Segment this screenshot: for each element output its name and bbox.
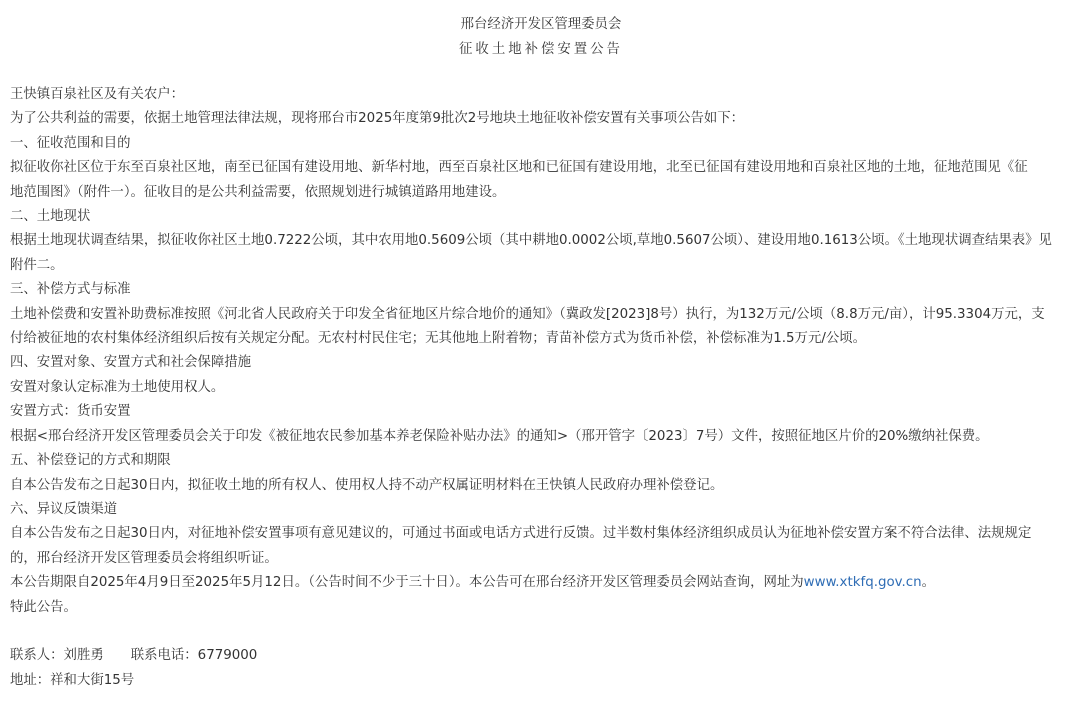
section-6-text-line-2: 的，邢台经济开发区管理委员会将组织听证。 [10, 550, 278, 566]
section-6-text-line-1: 自本公告发布之日起30日内，对征地补偿安置事项有意见建议的，可通过书面或电话方式进行反馈。过半数村集体经济组织成员认为征地补偿安置方案不符合法律、法规规定 [10, 526, 1032, 542]
section-3-heading: 三、补偿方式与标准 [10, 282, 131, 298]
section-4-text-line-3: 根据<邢台经济开发区管理委员会关于印发《被征地农民参加基本养老保险补贴办法》的通知>（邢开管字〔2023〕7号）文件，按照征地区片价的20%缴纳社保费。 [10, 428, 989, 444]
spacer [10, 620, 1072, 644]
section-2-text-line-1: 根据土地现状调查结果，拟征收你社区土地0.7222公顷，其中农用地0.5609公顷（其中耕地0.0002公顷,草地0.5607公顷）、建设用地0.1613公顷。《土地现状调查结果表》见 [10, 233, 1052, 249]
intro-paragraph: 为了公共利益的需要，依据土地管理法律法规，现将邢台市2025年度第9批次2号地块土地征收补偿安置有关事项公告如下： [10, 111, 745, 127]
announcement-title: 征收土地补偿安置公告 [459, 41, 623, 57]
section-3-text-line-1: 土地补偿费和安置补助费标准按照《河北省人民政府关于印发全省征地区片综合地价的通知》（冀政发[2023]8号）执行，为132万元/公顷（8.8万元/亩），计95.3304万元，支 [10, 306, 1045, 322]
announcement-body [10, 83, 1072, 693]
period-end: 。 [921, 575, 936, 591]
section-4-heading: 四、安置对象、安置方式和社会保障措施 [10, 355, 252, 371]
contact-line [10, 644, 1072, 668]
section-2-heading: 二、土地现状 [10, 209, 91, 225]
org-title: 邢台经济开发区管理委员会 [460, 17, 622, 32]
section-3-text-line-2: 付给被征地的农村集体经济组织后按有关规定分配。无农村村民住宅；无其他地上附着物；青苗补偿方式为货币补偿，补偿标准为1.5万元/公顷。 [10, 331, 867, 347]
section-1-text-line-2: 地范围图》（附件一）。征收目的是公共利益需要，依照规划进行城镇道路用地建设。 [10, 184, 506, 200]
section-6-heading: 六、异议反馈渠道 [10, 501, 118, 517]
section-2-text-line-2: 附件二。 [10, 257, 64, 273]
closing-text: 特此公告。 [10, 599, 77, 615]
period-text: 本公告期限自2025年4月9日至2025年5月12日。（公告时间不少于三十日）。本公告可在邢台经济开发区管理委员会网站查询，网址为 [10, 575, 804, 591]
section-5-heading: 五、补偿登记的方式和期限 [10, 453, 171, 469]
section-1-text-line-1: 拟征收你社区位于东至百泉社区地，南至已征国有建设用地、新华村地，西至百泉社区地和已征国有建设用地，北至已征国有建设用地和百泉社区地的土地，征地范围见《征 [10, 160, 1028, 176]
section-5-text-line-1: 自本公告发布之日起30日内，拟征收土地的所有权人、使用权人持不动产权属证明材料在王快镇人民政府办理补偿登记。 [10, 477, 724, 493]
contact-address: 地址：祥和大街15号 [10, 672, 135, 688]
website-link[interactable]: www.xtkfq.gov.cn [803, 575, 922, 591]
period-paragraph [10, 571, 1072, 595]
section-4-text-line-1: 安置对象认定标准为土地使用权人。 [10, 379, 225, 395]
section-1-heading: 一、征收范围和目的 [10, 135, 131, 151]
contact-phone: 联系电话：6779000 [130, 648, 258, 664]
announcement-page [10, 0, 1072, 693]
addressee: 王快镇百泉社区及有关农户： [10, 87, 185, 102]
contact-person: 联系人：刘胜勇 [10, 648, 104, 664]
section-4-text-line-2: 安置方式：货币安置 [10, 404, 131, 420]
